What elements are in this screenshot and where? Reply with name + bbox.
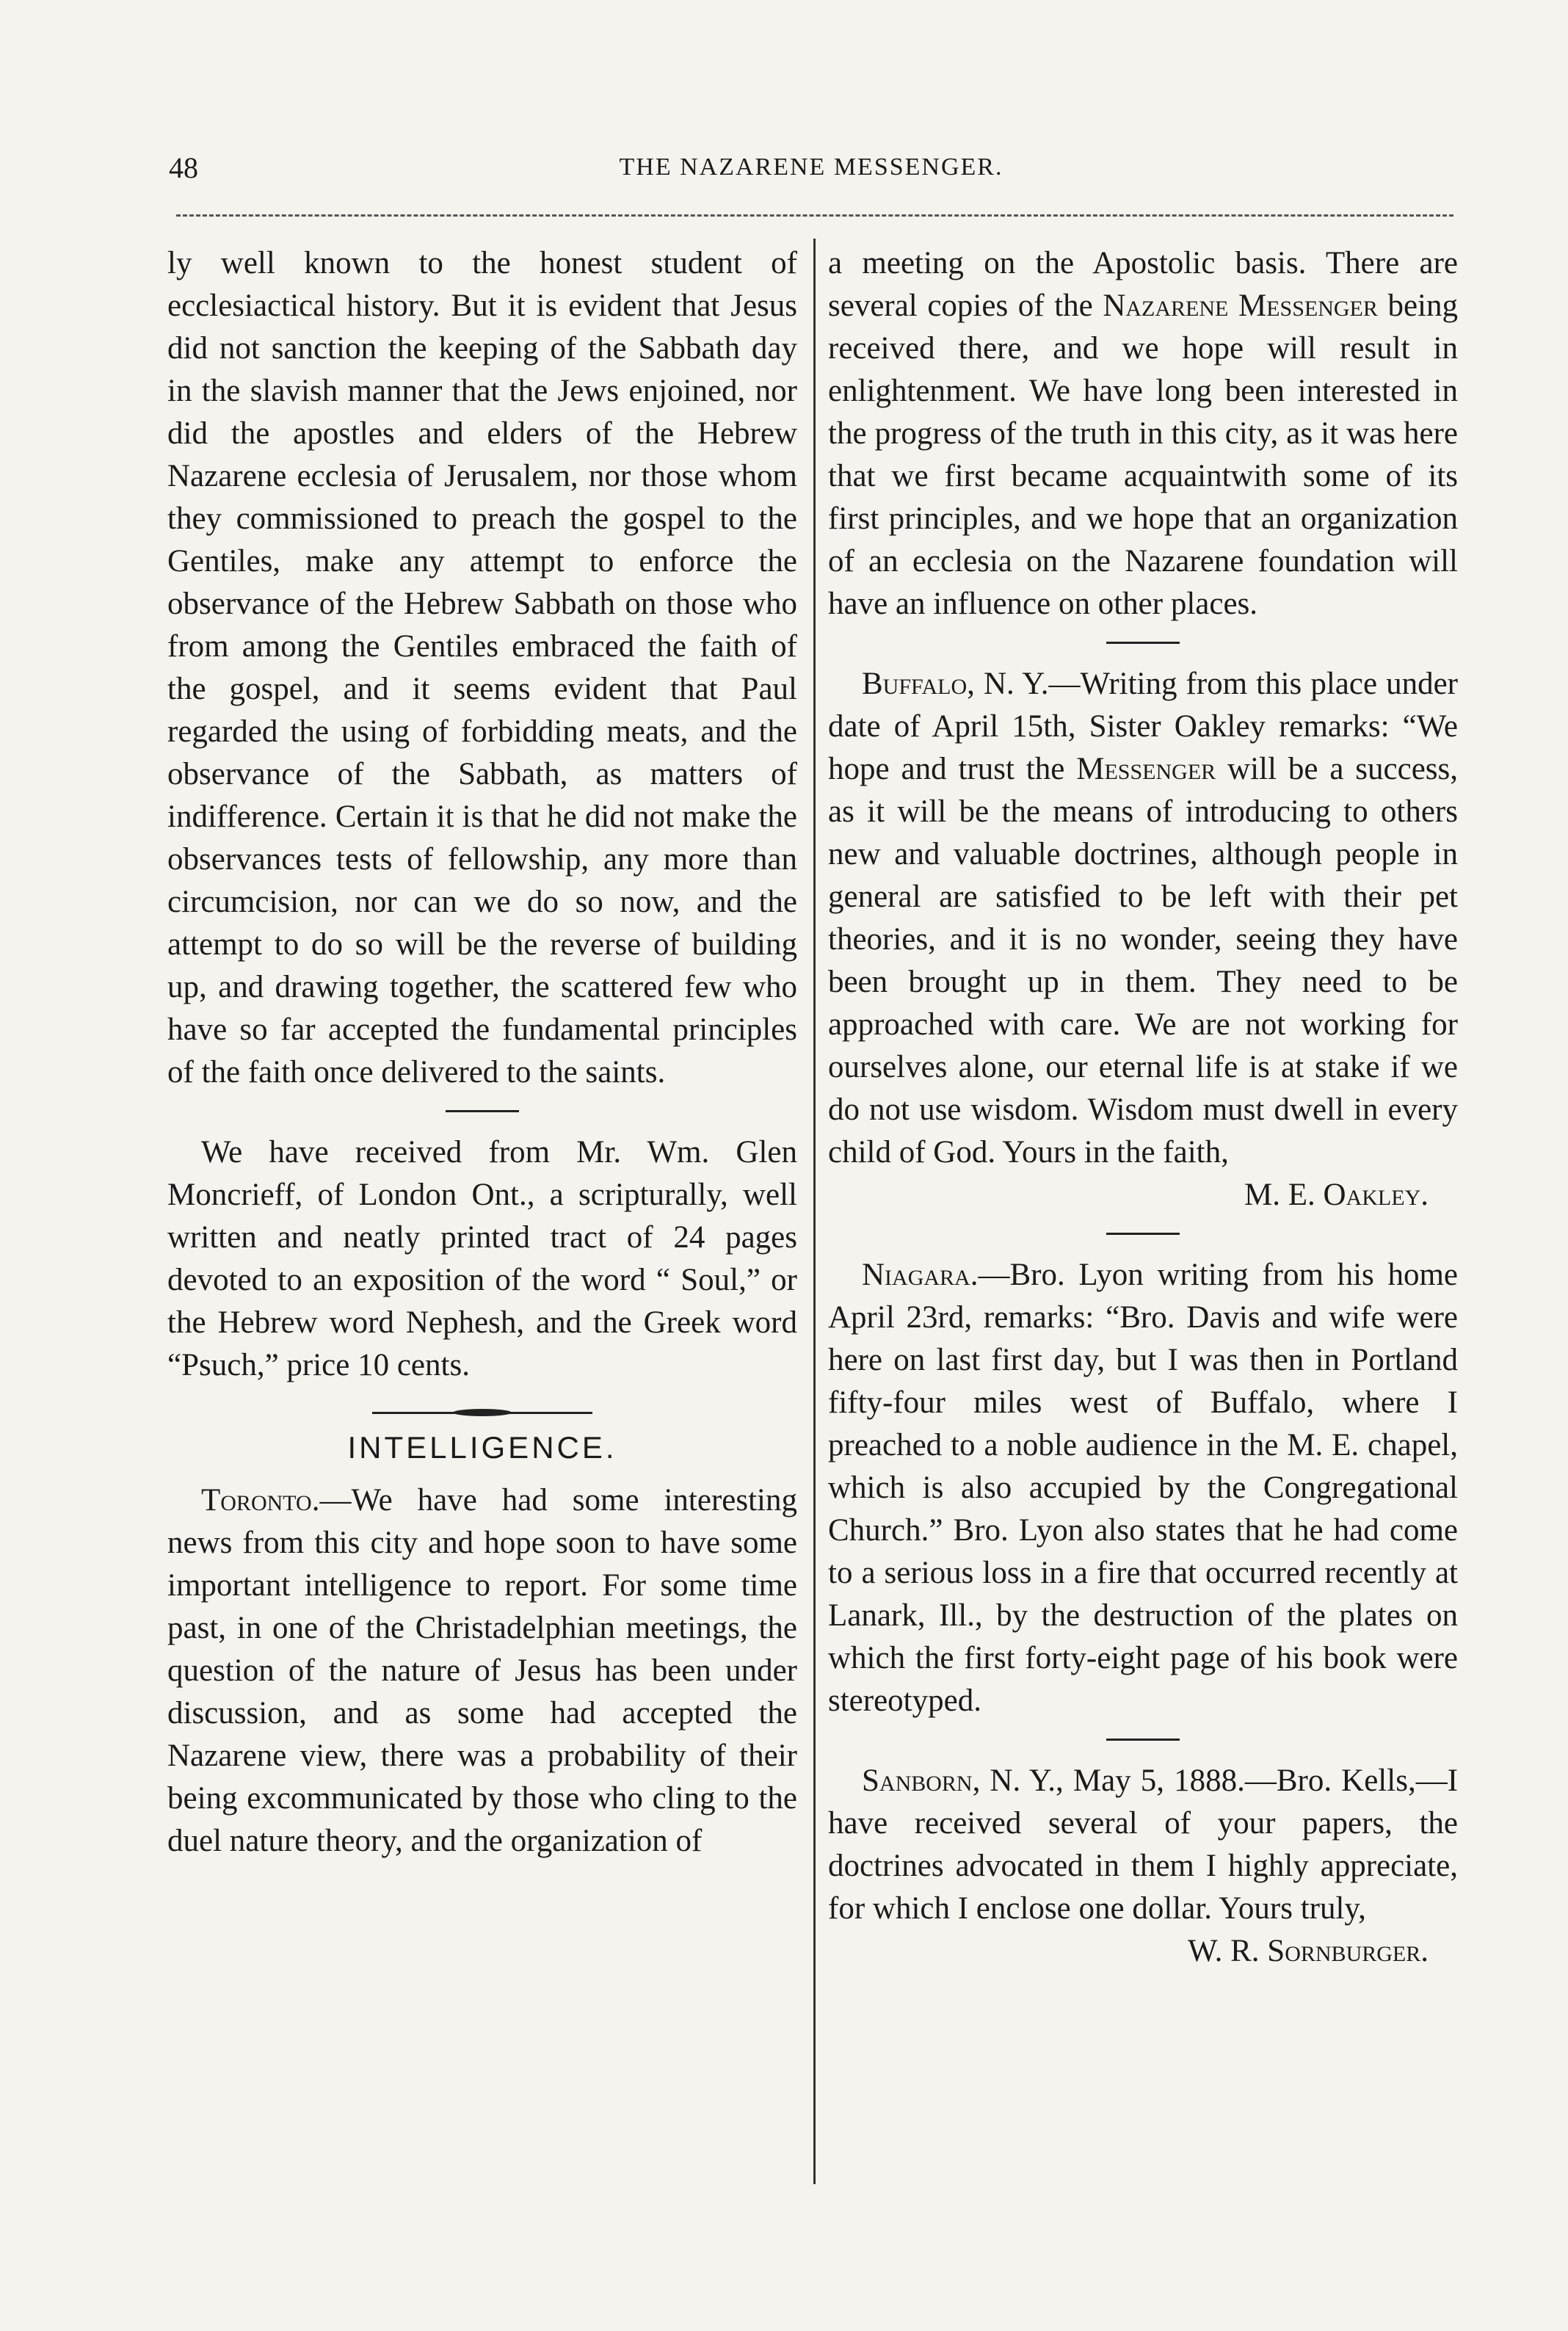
toronto-text: —We have had some interesting news from this city and hope soon to have some important intelligence to report. For some time past, in one of the Christadelphian meetings, the question of the nature of Jesus has been under discussion, and as some had accepted the Nazarene view, there was a probability of their being excommunicated by those who cling to the duel nature theory, and the organization of (167, 1483, 797, 1858)
toronto-continuation (828, 242, 1458, 626)
ornamental-rule (372, 1409, 592, 1416)
header-rule (176, 214, 1453, 217)
sanborn-signature: W. R. Sornburger. (1187, 1934, 1429, 1968)
buffalo-text-b: will be a success, as it will be the means of introducing to others new and valuable doctrines, although people in general are satisfied to be left with their pet theories, and it is no wonder, seeing they have been brought up in them. They need to be approached with care. We are not working for ourselves alone, our eternal life is at stake if we do not use wisdom. Wisdom must dwell in every child of God. Yours in the faith, (828, 752, 1458, 1170)
section-divider (1106, 1739, 1180, 1741)
intelligence-heading: INTELLIGENCE. (347, 1430, 617, 1465)
niagara-place: Niagara. (862, 1258, 979, 1292)
buffalo-place: Buffalo, N. Y. (862, 667, 1049, 701)
continuation-text-a: a meeting on the Apostolic basis. There are several copies of the (828, 246, 1458, 323)
buffalo-report (828, 663, 1458, 1174)
page-header (169, 151, 1453, 195)
toronto-report (167, 1479, 797, 1863)
sanborn-text: , May 5, 1888.—Bro. Kells,—I have received several of your papers, the doctrines advocated in them I highly appreciate, for which I enclose one dollar. Yours truly, (828, 1763, 1459, 1926)
sanborn-place: Sanborn, N. Y. (862, 1763, 1056, 1798)
column-divider (813, 239, 816, 2184)
right-column (828, 242, 1458, 1973)
running-title: THE NAZARENE MESSENGER. (619, 153, 1003, 181)
sanborn-report (828, 1760, 1458, 1930)
section-divider (1106, 1233, 1180, 1235)
toronto-place: Toronto. (201, 1483, 320, 1518)
left-column (167, 242, 797, 1863)
section-divider (1106, 642, 1180, 644)
buffalo-signature: M. E. Oakley. (1244, 1178, 1429, 1212)
sabbath-paragraph: ly well known to the honest student of ecclesiactical history. But it is evident that Jesus did not sanction the keeping of the Sabbath day in the slavish manner that the Jews enjoined, nor did the apostles and elders of the Hebrew Nazarene ecclesia of Jerusalem, nor those whom they commissioned to preach the gospel to the Gentiles, make any attempt to enforce the observance of the Hebrew Sabbath on those who from among the Gentiles embraced the faith of the gospel, and it seems evident that Paul regarded the using of forbidding meats, and the observance of the Sabbath, as matters of indifference. Certain it is that he did not make the observances tests of fellowship, any more than circumcision, nor can we do so now, and the attempt to do so will be the reverse of building up, and drawing together, the scattered few who have so far accepted the fundamental principles of the faith once delivered to the saints. (167, 246, 797, 1090)
page-number: 48 (169, 151, 198, 184)
continuation-text-b: being received there, and we hope will result in enlightenment. We have long been interested in the progress of the truth in this city, as it was here that we first became acquaintwith some of its first principles, and we hope that an organization of an ecclesia on the Nazarene foundation will have an influence on other places. (828, 289, 1458, 621)
publication-name: Messenger (1076, 752, 1216, 786)
buffalo-text-a: —Writing from this place under date of April 15th, Sister Oakley remarks: “We hope and trust the (828, 667, 1458, 786)
tract-notice: We have received from Mr. Wm. Glen Moncrieff, of London Ont., a scripturally, well written and neatly printed tract of 24 pages devoted to an exposition of the word “ Soul,” or the Hebrew word Nephesh, and the Greek word “Psuch,” price 10 cents. (167, 1135, 797, 1382)
section-divider (446, 1110, 519, 1112)
niagara-text: —Bro. Lyon writing from his home April 23rd, remarks: “Bro. Davis and wife were here on last first day, but I was then in Portland fifty-four miles west of Buffalo, where I preached to a noble audience in the M. E. chapel, which is also accupied by the Congregational Church.” Bro. Lyon also states that he had come to a serious loss in a fire that occurred recently at Lanark, Ill., by the destruction of the plates on which the first forty-eight page of his book were stereotyped. (828, 1258, 1458, 1718)
niagara-report (828, 1254, 1458, 1722)
publication-name: Nazarene Messenger (1103, 289, 1378, 323)
